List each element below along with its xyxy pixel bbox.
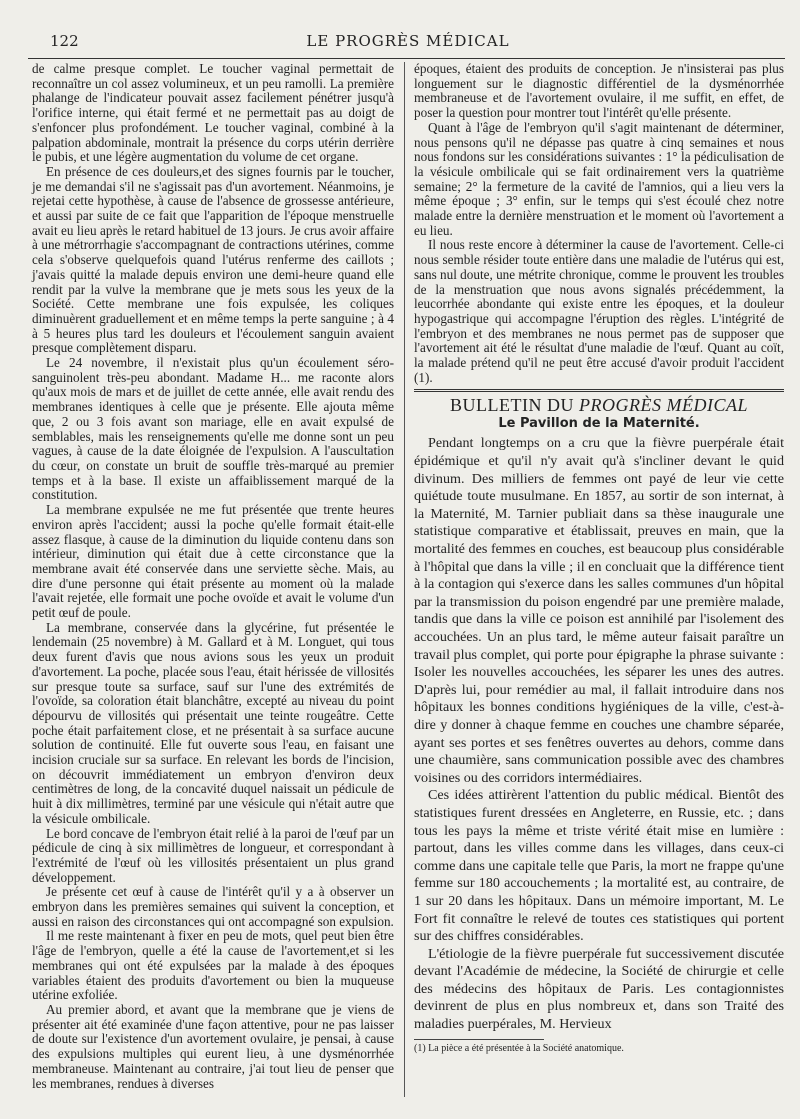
- header-rule: [28, 58, 785, 59]
- left-paragraph-6: Le bord concave de l'embryon était relié à la paroi de l'œuf par un pédicule de cinq à six millimètres de longueur, et correspondant à l'extrémité de l'œuf où les villosités présentaient un plus grand développement.: [32, 825, 394, 885]
- footnote: (1) La pièce a été présentée à la Société anatomique.: [414, 1042, 624, 1054]
- bulletin-title-italic: PROGRÈS MÉDICAL: [579, 395, 748, 416]
- footnote-rule: [414, 1039, 544, 1040]
- page-number: 122: [50, 32, 79, 50]
- column-divider: [404, 62, 405, 1097]
- left-paragraph-3: Le 24 novembre, il n'existait plus qu'un écoulement séro-sanguinolent très-peu abondant. Madame H... me raconte alors qu'aux mois de mars et de juillet de cette année, elle avait rendu des membranes identiques à celle que je présente. Elle ajouta même que, 2 ou 3 fois avant son mariage, elle en avait expulsé de semblables, mais les renseignements qu'elle me donne sont un peu vagues, à cause de la date éloignée de l'expulsion. A l'auscultation du cœur, on constate un bruit de souffle très-marqué au premier temps et à la base. Il existe un affaiblissement marqué de la constitution.: [32, 355, 394, 503]
- bulletin-body: [414, 435, 784, 1033]
- left-paragraph-5: La membrane, conservée dans la glycérine, fut présentée le lendemain (25 novembre) à M. Gallard et à M. Longuet, qui tous deux furent d'avis que nous avions sous les yeux un produit d'avortement. La poche, placée sous l'eau, était hérissée de villosités sur presque toute sa surface, sauf sur l'une des extrémités de l'ovoïde, sa coloration était blanchâtre, excepté au niveau du point dépourvu de villosités qui présentait une teinte rougeâtre. Cette poche était parfaitement close, et ne présentait à sa surface aucune solution de continuité. Elle fut ouverte sous l'eau, en faisant une incision cruciale sur sa surface. En relevant les bords de l'incision, on découvrit immédiatement un embryon d'environ deux centimètres de long, de la concavité duquel naissait un pédicule de huit à dix millimètres, terminé par une vésicule qui n'était autre que la vésicule ombilicale.: [32, 619, 394, 826]
- section-title: Le Pavillon de la Maternité.: [498, 416, 700, 432]
- left-column: [32, 62, 394, 1091]
- right-paragraph-2: Quant à l'âge de l'embryon qu'il s'agit maintenant de déterminer, nous pensons qu'il ne dépasse pas quatre à cinq semaines et nous nous fondons sur les considérations suivantes : 1° la pédiculisation de la vésicule ombilicale qui se fait ordinairement vers la quatrième semaine; 2° la fermeture de la cavité de l'amnios, qui a lieu vers la même époque ; 3° enfin, sur le temps qui s'est écoulé chez notre malade entre la dernière menstruation et le moment où l'avortement a eu lieu.: [414, 119, 784, 238]
- right-paragraph-3: Il nous reste encore à déterminer la cause de l'avortement. Celle-ci nous semble résider toute entière dans une maladie de l'utérus qui est, sans nul doute, une métrite chronique, comme le prouvent les troubles de la menstruation que nous avons signalés précédemment, la leucorrhée abondante qui existe entre les époques, et la douleur hypogastrique qui accompagne l'éruption des règles. L'intégrité de l'embryon et des membranes ne nous permet pas de supposer que l'avortement ait été le résultat d'une maladie de l'œuf. Quant au coït, la malade prétend qu'il ne peut être accusé d'avoir produit l'accident (1).: [414, 237, 784, 385]
- left-paragraph-4: La membrane expulsée ne me fut présentée que trente heures environ après l'accident; aussi la poche qu'elle formait était-elle assez flasque, à cause de la diminution du liquide contenu dans son intérieur, diminution qui était due à cette circonstance que la membrane avait été conservée dans une serviette sèche. Mais, au dire d'une personne qui était présente au moment où la malade l'avait rejetée, elle formait une poche ovoïde et avait le volume d'un petit œuf de poule.: [32, 502, 394, 621]
- left-paragraph-9: Au premier abord, et avant que la membrane que je viens de présenter ait été examinée d'une façon attentive, pour ne pas laisser de doute sur l'existence d'un avortement ovulaire, je pensai, à cause des expulsions multiples qui eurent lieu, à une dysménorrhée membraneuse. Maintenant au contraire, j'ai tout lieu de penser que les membranes, rendues à diverses: [32, 1002, 394, 1091]
- left-paragraph-8: Il me reste maintenant à fixer en peu de mots, quel peut bien être l'âge de l'embryon, quelle a été la cause de l'avortement,et si les membranes qui ont été expulsées par la malade à des époques variables étaient des produits d'avortement ou bien la muqueuse utérine exfoliée.: [32, 928, 394, 1003]
- bulletin-title: [414, 395, 784, 415]
- right-column: [414, 62, 784, 1112]
- right-paragraph-1: époques, étaient des produits de conception. Je n'insisterai pas plus longuement sur le diagnostic différentiel de la dysménorrhée membraneuse et de l'avortement ovulaire, il me suffit, en effet, de poser la question pour montrer tout l'intérêt qu'elle présente.: [414, 61, 784, 121]
- page-header: [28, 32, 788, 54]
- bulletin-rule: [414, 389, 784, 392]
- left-paragraph-7: Je présente cet œuf à cause de l'intérêt qu'il y a à observer un embryon dans les premières semaines qui suivent la conception, et aussi en raison des circonstances qui ont accompagné son expulsion.: [32, 884, 394, 929]
- left-paragraph-1: de calme presque complet. Le toucher vaginal permettait de reconnaître un col assez volumineux, et un peu ramolli. La première phalange de l'indicateur pouvait assez facilement pénétrer jusqu'à l'orifice interne, qui était fermé et ne permettait pas au doigt de s'enfoncer plus profondément. Le toucher vaginal, combiné à la palpation abdominale, montrait la présence du corps utérin derrière le pubis, et une légère augmentation du volume de cet organe.: [32, 61, 394, 165]
- running-title: LE PROGRÈS MÉDICAL: [306, 32, 510, 50]
- bulletin-paragraph-3: L'étiologie de la fièvre puerpérale fut successivement discutée devant l'Académie de médecine, la Société de chirurgie et celle des médecins des hôpitaux de Paris. Les contagionnistes devinrent de plus en plus nombreux et, dans son Traité des maladies puerpérales, M. Hervieux: [414, 945, 784, 1033]
- bulletin-paragraph-2: Ces idées attirèrent l'attention du public médical. Bientôt des statistiques furent dressées en Angleterre, en Russie, etc. ; dans tous les pays la même et triste vérité était mise en lumière : partout, dans les villes comme dans les villages, dans ceux-ci comme dans une capitale telle que Paris, la mort ne frappe qu'une femme sur 180 accouchements ; la mortalité est, au contraire, de 1 sur 20 dans les hôpitaux. Dans un mémoire important, M. Le Fort fit connaître le relevé de toutes ces statistiques qui portent sur des chiffres considérables.: [414, 787, 784, 945]
- bulletin-paragraph-1: Pendant longtemps on a cru que la fièvre puerpérale était épidémique et qu'il n'y avait qu'à s'incliner devant le quid divinum. Des milliers de femmes ont payé de leur vie cette quiétude toute musulmane. En 1857, au sortir de son internat, à la Maternité, M. Tarnier publiait dans sa thèse inaugurale une statistique comparative et établissait, preuves en main, que la mortalité des femmes en couches, est beaucoup plus considérable à l'hôpital que dans la ville ; il en concluait que la différence tient à la contagion qui s'exerce dans les salles communes d'un hôpital par la transmission du poison engendré par une première malade, tandis que dans la ville ce poison est annihilé par l'isolement des accouchées. Un an plus tard, le même auteur faisait paraître un travail plus complet, qui porte pour épigraphe la phrase suivante : Isoler les nouvelles accouchées, les séparer les unes des autres. D'après lui, pour remédier au mal, il fallait introduire dans nos hôpitaux les bonnes conditions hygiéniques de la ville, c'est-à-dire y donner à chaque femme en couches une chambre séparée, ayant ses portes et ses fenêtres ouvertes au dehors, comme dans une chaumière, sans communication possible avec des chambres voisines ou des corridors intermédiaires.: [414, 435, 784, 786]
- bulletin-title-plain: BULLETIN DU: [450, 395, 574, 416]
- left-paragraph-2: En présence de ces douleurs,et des signes fournis par le toucher, je me demandai s'il ne s'agissait pas d'un avortement. Néanmoins, je rejetai cette hypothèse, à cause de l'absence de grossesse antérieure, et aussi par suite de ce fait que l'apparition de l'époque menstruelle avait eu lieu après le retard habituel de 13 jours. Je crus avoir affaire à une métrorrhagie s'accompagnant de contractions utérines, comme cela s'observe quelquefois quand l'utérus renferme des caillots ; j'avais quitté la malade depuis environ une demi-heure quand elle rendit par la vulve la membrane que je mets sous les yeux de la Société. Cette membrane une fois expulsée, les coliques diminuèrent graduellement et en même temps la perte sanguine ; à 4 à 5 heures plus tard les douleurs et l'écoulement sanguin avaient presque complètement disparu.: [32, 163, 394, 356]
